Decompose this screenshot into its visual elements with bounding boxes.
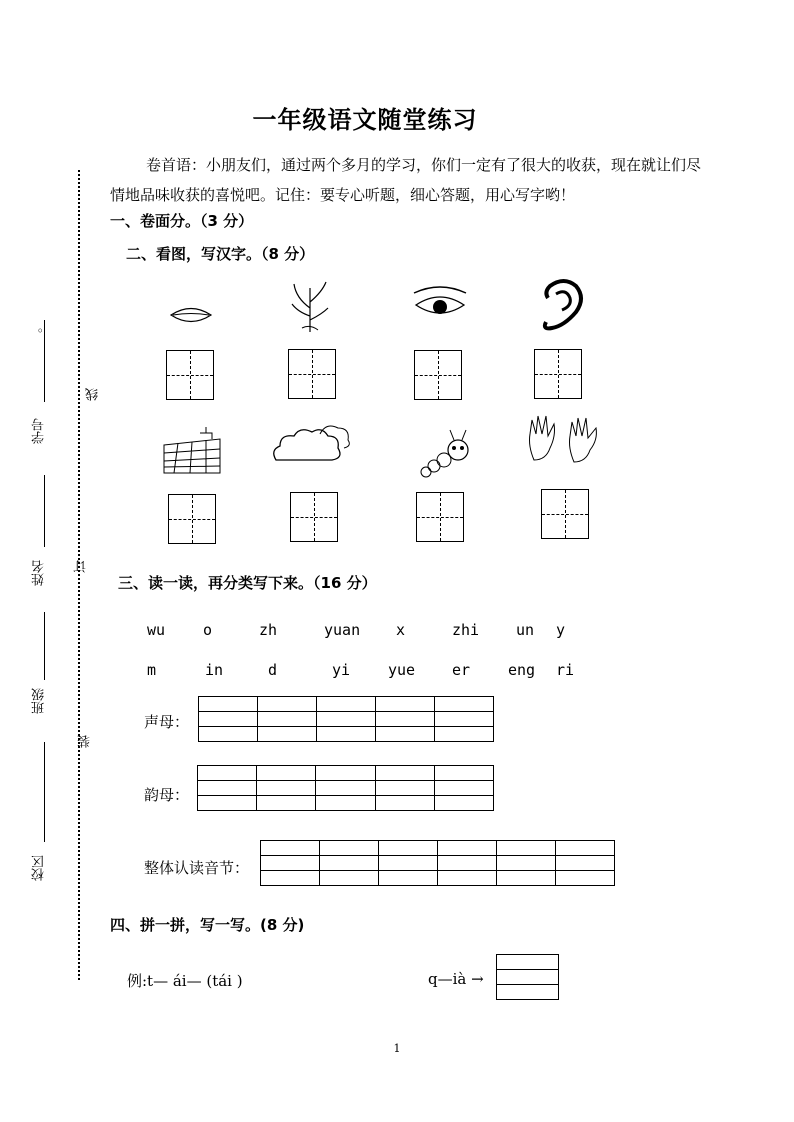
section-1-heading: 一、卷面分。（3 分）: [110, 212, 254, 230]
intro-text: 卷首语：小朋友们，通过两个多月的学习，你们一定有了很大的收获，现在就让们尽情地品味收获的喜悦吧。记住：要专心听题，细心答题，用心写字哟！: [110, 156, 702, 204]
writing-box-7[interactable]: [416, 492, 464, 542]
pinyin-item: ri: [556, 661, 575, 679]
writing-box-3[interactable]: [414, 350, 462, 400]
dot-mark: 。: [38, 320, 51, 334]
pinyin-item: wu: [147, 621, 166, 639]
example-text: 例:t— ái— (tái ): [127, 972, 243, 990]
section-2-heading: 二、看图，写汉字。（8 分）: [126, 245, 315, 263]
section-4-heading: 四、拼一拼，写一写。(8 分): [110, 916, 305, 934]
writing-box-1[interactable]: [166, 350, 214, 400]
binding-label-zhuang: 装: [78, 735, 93, 748]
cloud-icon: [270, 420, 352, 466]
pinyin-item: zh: [259, 621, 278, 639]
pinyin-item: yuan: [324, 621, 361, 639]
zhengti-answer-grid[interactable]: [260, 840, 615, 886]
page-title: 一年级语文随堂练习: [252, 105, 478, 134]
writing-box-4[interactable]: [534, 349, 582, 399]
pinyin-item: zhi: [452, 621, 480, 639]
name-line: [44, 475, 45, 547]
pinyin-item: yue: [388, 661, 416, 679]
binding-dotted-line: [78, 170, 80, 980]
section-3-heading: 三、读一读，再分类写下来。（16 分）: [118, 574, 377, 592]
eye-icon: [410, 283, 470, 327]
caterpillar-icon: [418, 428, 476, 480]
binding-label-xian: 线: [86, 388, 101, 401]
rice-seedling-icon: [288, 278, 332, 334]
writing-box-6[interactable]: [290, 492, 338, 542]
class-line: [44, 612, 45, 680]
pinyin-item: un: [516, 621, 535, 639]
pinyin-item: er: [452, 661, 471, 679]
pinyin-item: o: [203, 621, 213, 639]
writing-box-5[interactable]: [168, 494, 216, 544]
shengmu-label: 声母：: [144, 713, 190, 731]
field-icon: [160, 425, 224, 477]
pinyin-item: y: [556, 621, 566, 639]
pinyin-item: x: [396, 621, 406, 639]
zhengti-label: 整体认读音节：: [144, 859, 250, 877]
binding-label-ding: 订: [74, 560, 89, 573]
pinyin-item: yi: [332, 661, 351, 679]
page-number: 1: [393, 1042, 401, 1055]
hands-icon: [524, 410, 606, 466]
name-label: 姓名: [32, 560, 47, 586]
student-number-label: 学号: [32, 418, 47, 444]
shengmu-answer-grid[interactable]: [198, 696, 494, 742]
pinyin-item: in: [205, 661, 224, 679]
yunmu-answer-grid[interactable]: [197, 765, 494, 811]
yunmu-label: 韵母：: [144, 786, 190, 804]
ear-icon: [536, 278, 588, 332]
campus-label: 校区: [32, 855, 47, 881]
class-label: 班级: [32, 688, 47, 714]
q-ia-answer-grid[interactable]: [496, 954, 559, 1000]
pinyin-item: d: [268, 661, 278, 679]
writing-box-2[interactable]: [288, 349, 336, 399]
writing-box-8[interactable]: [541, 489, 589, 539]
mouth-icon: [168, 300, 214, 330]
pinyin-item: m: [147, 661, 157, 679]
pinyin-item: eng: [508, 661, 536, 679]
q-ia-prompt: q—ià →: [428, 970, 484, 988]
campus-line: [44, 742, 45, 842]
